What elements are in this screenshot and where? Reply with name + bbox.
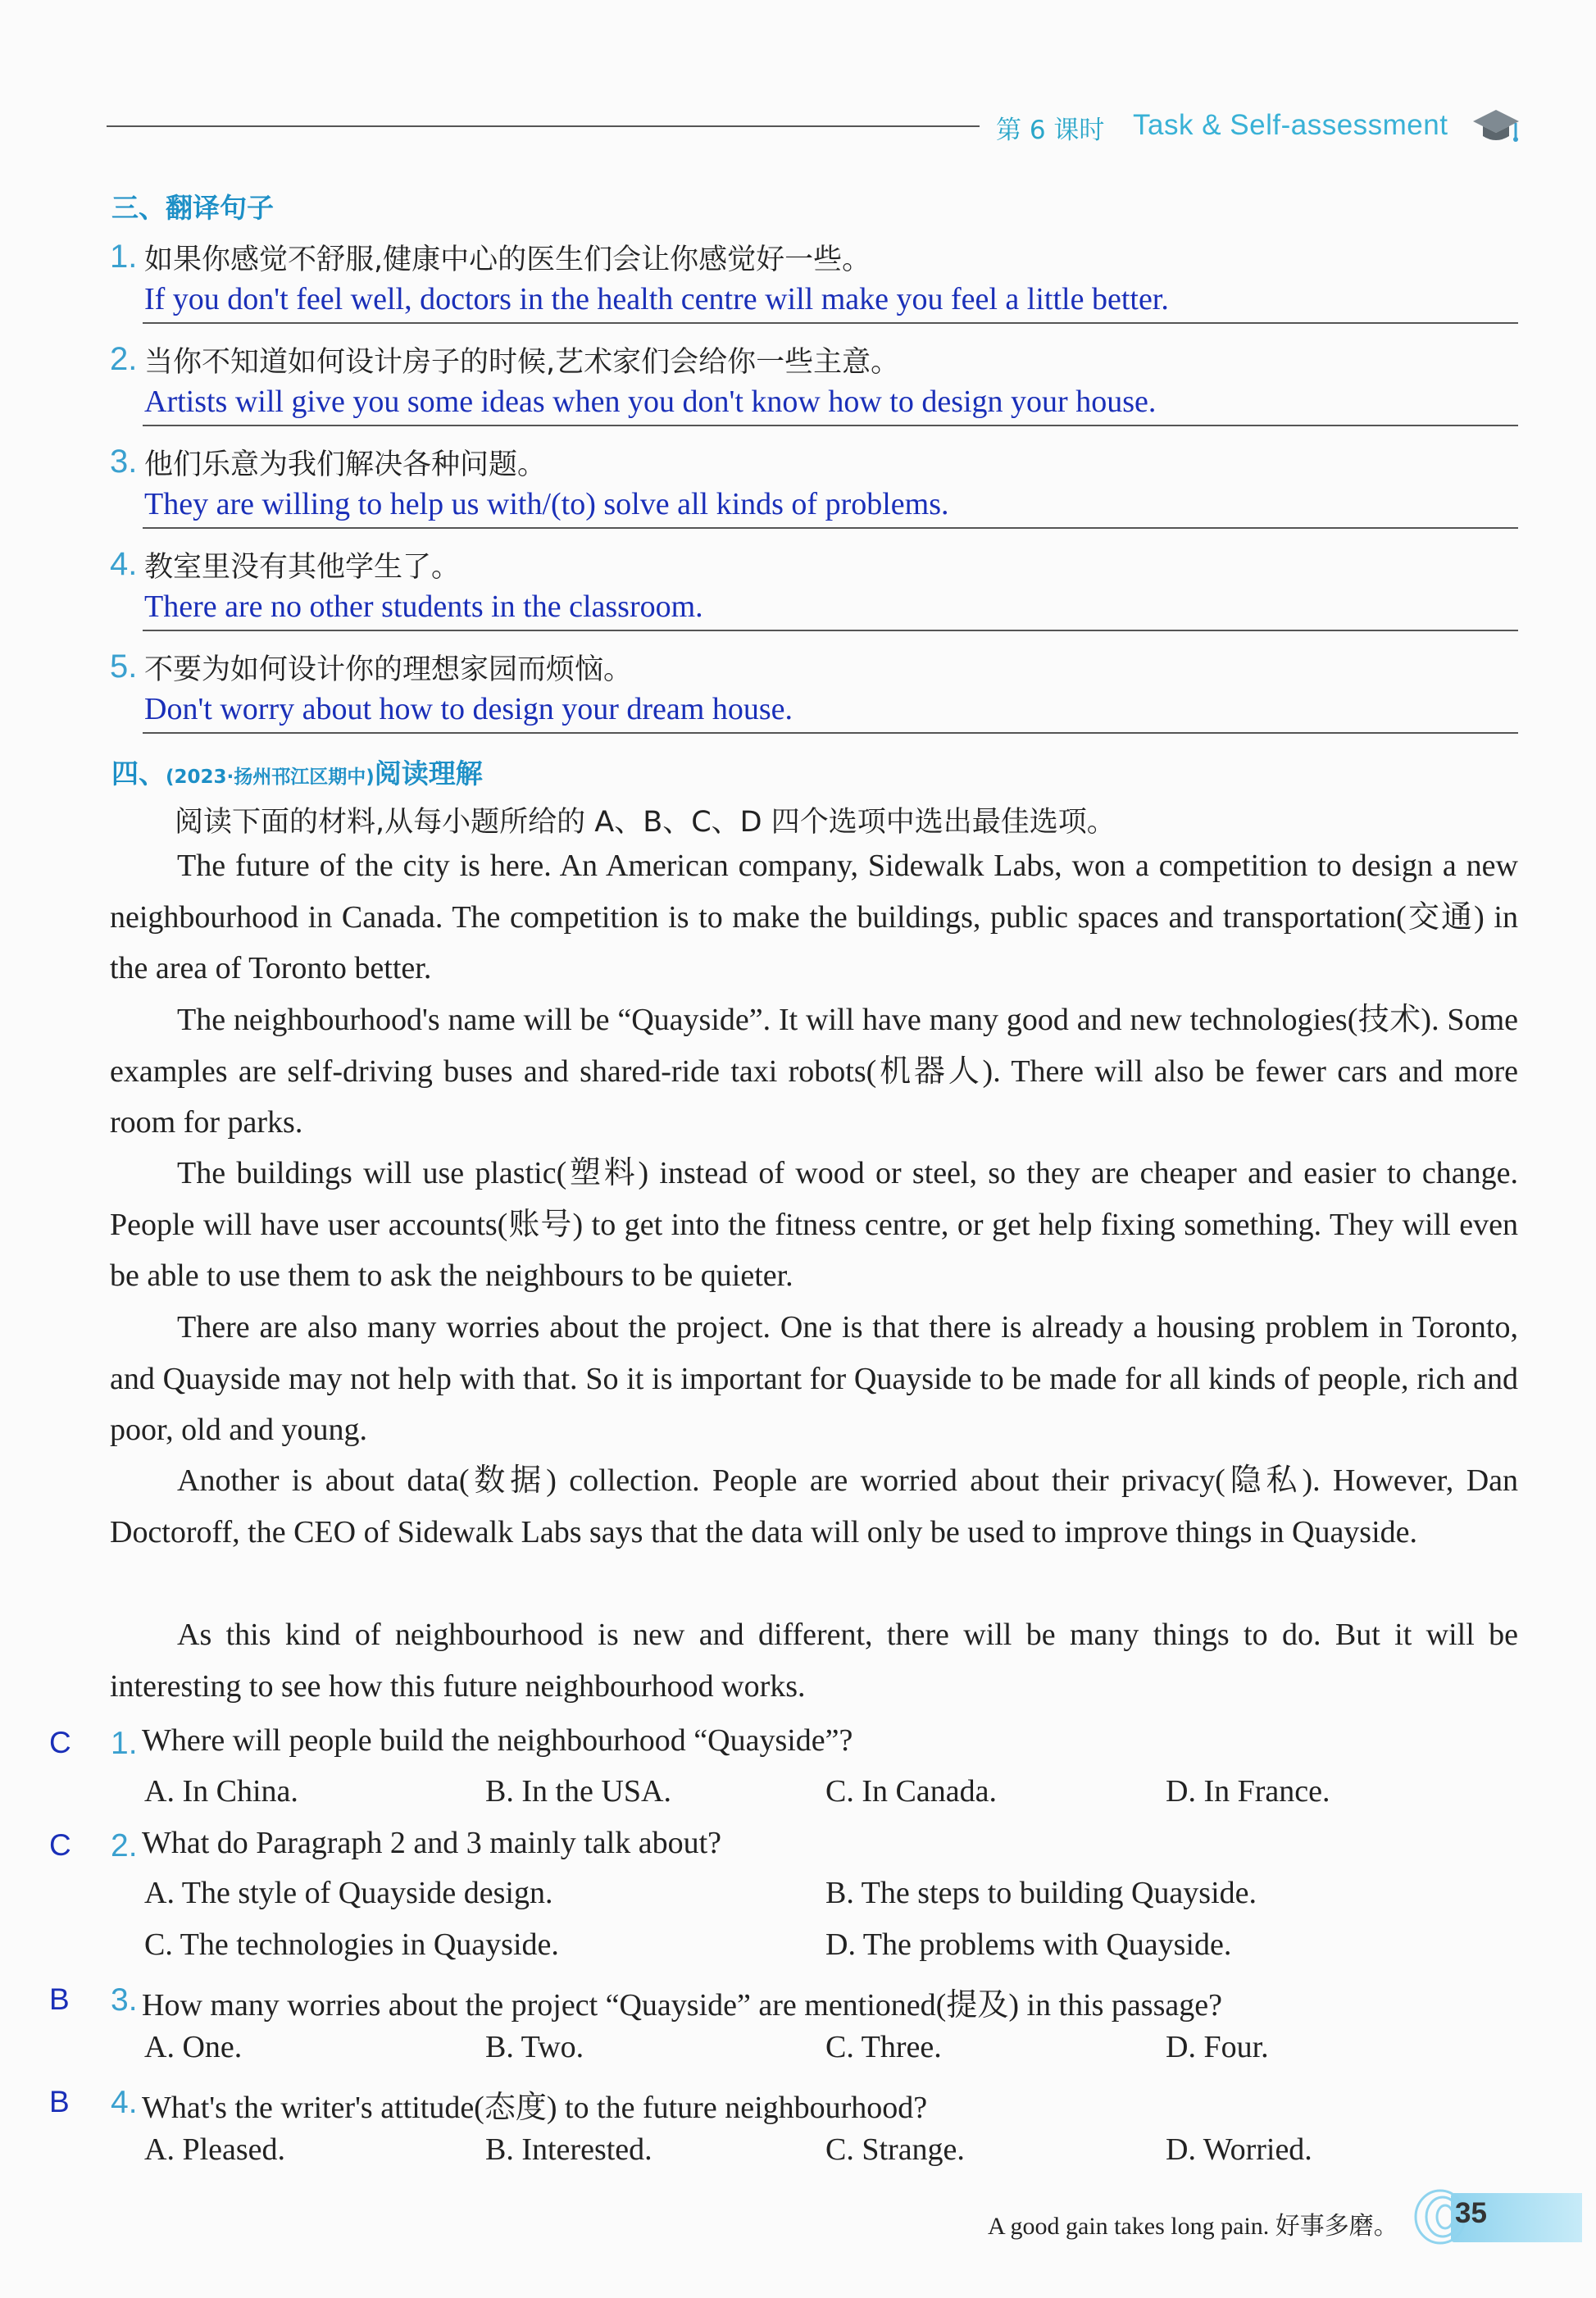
graduation-cap-icon [1471, 105, 1521, 148]
paragraph-text: The future of the city is here. An American company, Sidewalk Labs, won a competition to design a new neighbourhood in Canada. The competition is to make the buildings, public spaces and transportation(交通) in the area of Toronto better. [110, 849, 1518, 985]
chinese-sentence: 不要为如何设计你的理想家园而烦恼。 [144, 653, 633, 686]
option-d: D. The problems with Quayside. [825, 1927, 1232, 1962]
question [45, 1719, 1521, 1772]
option-b: B. In the USA. [485, 1774, 671, 1809]
paragraph-text: Another is about data(数据) collection. People are worried about their privacy(隐私). However, Dan Doctoroff, the CEO of Sidewalk Labs says that the data will only be used to improve things in Quayside. [110, 1463, 1518, 1549]
page-number: 35 [1455, 2197, 1487, 2229]
option-a: A. The style of Quayside design. [144, 1876, 553, 1910]
item-number: 3. [110, 444, 138, 480]
passage-paragraph [110, 840, 1518, 994]
section-4-title [111, 753, 483, 791]
chinese-sentence: 如果你感觉不舒服,健康中心的医生们会让你感觉好一些。 [144, 243, 871, 276]
translation-item [110, 437, 1518, 535]
section-4-prefix: 四、 [111, 758, 166, 790]
option-a: A. Pleased. [144, 2132, 286, 2167]
option-a: A. One. [144, 2030, 243, 2064]
reading-instruction: 阅读下面的材料,从每小题所给的 A、B、C、D 四个选项中选出最佳选项。 [175, 806, 1116, 839]
answer-line [143, 425, 1518, 426]
paragraph-text: The neighbourhood's name will be “Quayside”. It will have many good and new technologies(技术). Some examples are self-driving buses and shared-ride taxi robots(机器人). There will also be fewer cars and more room for parks. [110, 1003, 1518, 1140]
passage-paragraph [110, 1148, 1518, 1302]
question [45, 2078, 1521, 2131]
translation-item [110, 232, 1518, 330]
question-text: What's the writer's attitude(态度) to the future neighbourhood? [142, 2091, 928, 2125]
translation-item [110, 539, 1518, 638]
question-text: Where will people build the neighbourhood “Quayside”? [142, 1723, 853, 1758]
item-number: 4. [110, 546, 138, 582]
question-text: What do Paragraph 2 and 3 mainly talk about? [142, 1826, 722, 1860]
english-answer: Don't worry about how to design your dream house. [144, 692, 793, 726]
answer-line [143, 732, 1518, 734]
option-d: D. Four. [1166, 2030, 1269, 2064]
english-answer: Artists will give you some ideas when you don't know how to design your house. [144, 385, 1157, 419]
answer-letter: C [49, 1726, 71, 1759]
section-3-title: 三、翻译句子 [111, 192, 274, 224]
passage-paragraph [110, 1302, 1518, 1456]
item-number: 2. [110, 341, 138, 377]
option-d: D. In France. [1166, 1774, 1330, 1809]
question-number: 1. [111, 1726, 138, 1761]
english-answer: They are willing to help us with/(to) solve all kinds of problems. [144, 487, 949, 521]
item-number: 1. [110, 239, 138, 275]
chinese-sentence: 教室里没有其他学生了。 [144, 551, 461, 584]
option-c: C. The technologies in Quayside. [144, 1927, 559, 1962]
question [45, 1822, 1521, 1874]
footer-motto: A good gain takes long pain. 好事多磨。 [988, 2213, 1398, 2240]
option-a: A. In China. [144, 1774, 298, 1809]
passage-paragraph [110, 1455, 1518, 1558]
chinese-sentence: 当你不知道如何设计房子的时候,艺术家们会给你一些主意。 [144, 346, 900, 379]
section-4-source: (2023·扬州邗江区期中) [166, 767, 375, 788]
header-rule [107, 125, 980, 127]
header-title: Task & Self-assessment [1133, 109, 1448, 141]
chinese-sentence: 他们乐意为我们解决各种问题。 [144, 448, 547, 481]
answer-line [143, 630, 1518, 631]
question [45, 1976, 1521, 2028]
option-b: B. Two. [485, 2030, 584, 2064]
option-c: C. Strange. [825, 2132, 965, 2167]
option-c: C. In Canada. [825, 1774, 997, 1809]
question-number: 4. [111, 2085, 138, 2120]
section-4-heading: 阅读理解 [374, 758, 483, 790]
english-answer: There are no other students in the classroom. [144, 589, 703, 624]
option-d: D. Worried. [1166, 2132, 1312, 2167]
english-answer: If you don't feel well, doctors in the health centre will make you feel a little better. [144, 282, 1169, 316]
passage-paragraph [110, 994, 1518, 1149]
passage-paragraph [110, 1609, 1518, 1712]
paragraph-text: There are also many worries about the project. One is that there is already a housing problem in Toronto, and Quayside may not help with that. So it is important for Quayside to be made for all kinds of people, rich and poor, old and young. [110, 1310, 1518, 1447]
paragraph-text: The buildings will use plastic(塑料) instead of wood or steel, so they are cheaper and easier to change. People will have user accounts(账号) to get into the fitness centre, or get help fixing something. They will even be able to use them to ask the neighbours to be quieter. [110, 1156, 1518, 1293]
answer-line [143, 527, 1518, 529]
question-text: How many worries about the project “Quayside” are mentioned(提及) in this passage? [142, 1988, 1222, 2023]
option-c: C. Three. [825, 2030, 942, 2064]
lesson-label: 第 6 课时 [996, 116, 1105, 145]
answer-letter: C [49, 1828, 71, 1862]
answer-letter: B [49, 1982, 70, 2016]
paragraph-text: As this kind of neighbourhood is new and different, there will be many things to do. But it will be interesting to see how this future neighbourhood works. [110, 1618, 1518, 1704]
option-b: B. The steps to building Quayside. [825, 1876, 1257, 1910]
translation-item [110, 334, 1518, 433]
question-number: 2. [111, 1828, 138, 1863]
question-number: 3. [111, 1982, 138, 2018]
answer-letter: B [49, 2085, 70, 2118]
answer-line [143, 322, 1518, 324]
item-number: 5. [110, 648, 138, 685]
translation-item [110, 642, 1518, 740]
option-b: B. Interested. [485, 2132, 652, 2167]
